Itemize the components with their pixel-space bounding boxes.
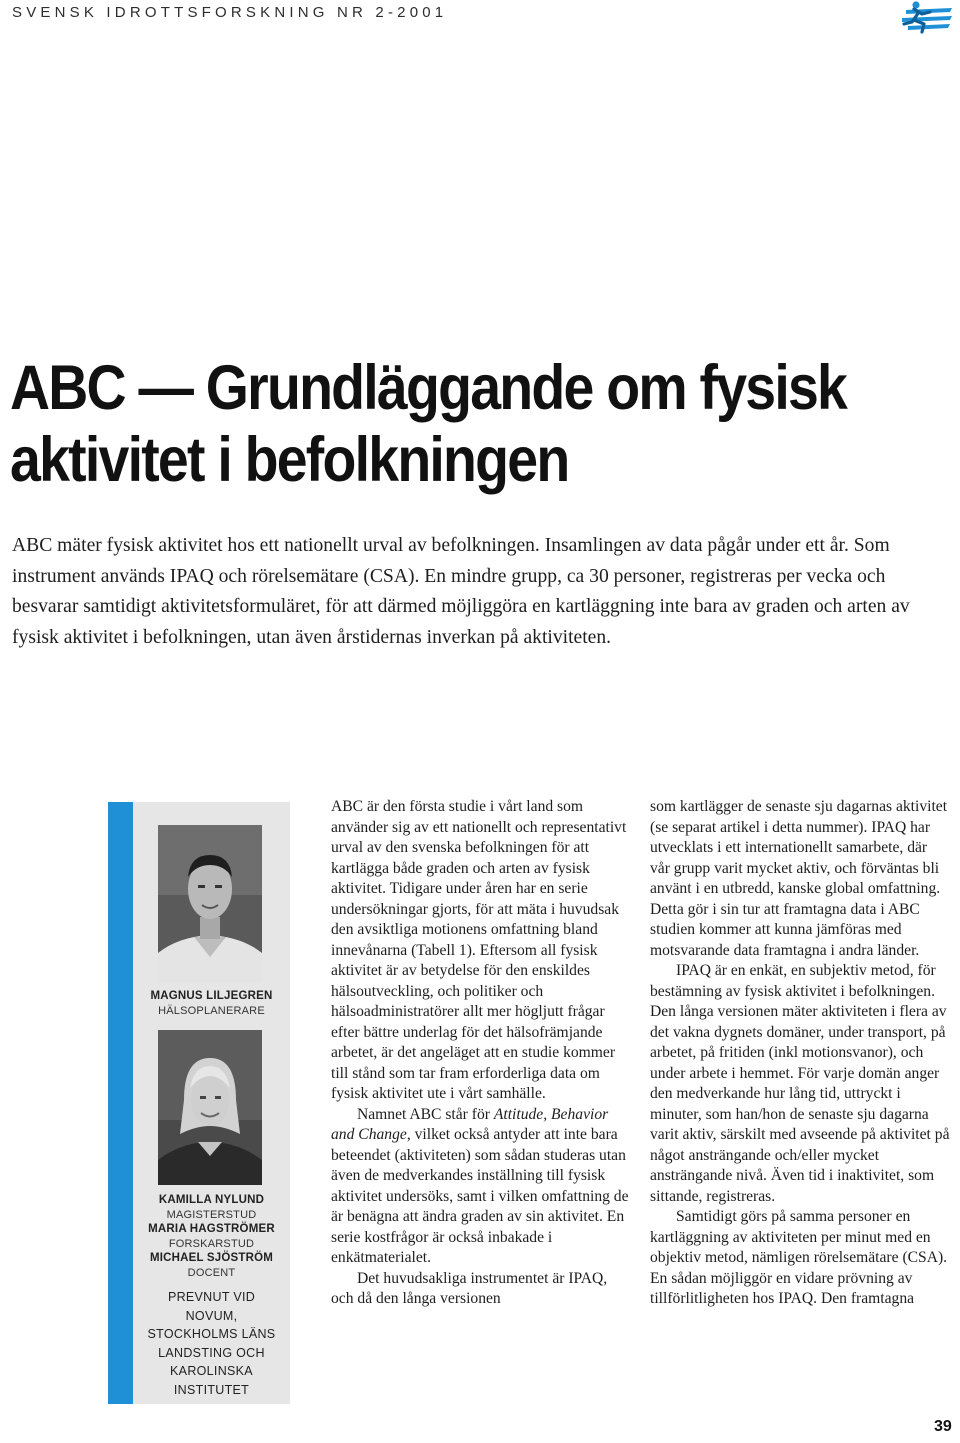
running-head: SVENSK IDROTTSFORSKNING NR 2-2001 <box>12 4 448 21</box>
affiliation-line: KAROLINSKA <box>170 1364 253 1378</box>
title-line-1: ABC — Grundläggande om fysisk <box>10 353 847 423</box>
body-paragraph: Det huvudsakliga instrumentet är IPAQ, och då den långa versionen <box>331 1269 608 1307</box>
affiliation-line: INSTITUTET <box>173 1382 250 1397</box>
author-role: DOCENT <box>187 1267 236 1279</box>
body-paragraph: ABC är den första studie i vårt land som använder sig av ett nationellt och representativt urval av den svenska befolkningen för att kartlägga både graden och arten av fysisk aktivitet. Tidigare under åren har en serie undersökningar gjorts, för att mäta i huvudsak den avsiktliga motionens omfattning bland innevånarna (Tabell 1). Eftersom all fysisk aktivitet är av betydelse för den enskildes hälsoutveckling, och politiker och hälsoadministratörer allt mer högljutt frågar efter bättre underlag för det hälsofrämjande arbetet, är det angeläget att en studie kommer till stånd som tar fram erforderliga data om fysisk aktivitet ute i vårt samhälle. <box>331 798 627 1102</box>
author-photo-nylund <box>158 1030 262 1185</box>
body-column-1 <box>331 797 631 1310</box>
author-role: HÄLSOPLANERARE <box>158 1005 265 1017</box>
runner-logo-icon <box>892 0 954 36</box>
page-number: 39 <box>934 1418 952 1435</box>
body-paragraph: Samtidigt görs på samma personer en kartläggning av aktiviteten per minut med en objektiv metod, nämligen rörelsemätare (CSA). En sådan möjliggör en vidare prövning av tillförlitligheten hos IPAQ. Den framtagna <box>650 1208 948 1307</box>
author-name: MAGNUS LILJEGREN <box>150 990 273 1002</box>
lead-paragraph: ABC mäter fysisk aktivitet hos ett nationellt urval av befolkningen. Insamlingen av data pågår under ett år. Som instrument används IPAQ och rörelsemätare (CSA). En mindre grupp, ca 30 personer, registreras per vecka och besvarar samtidigt aktivitetsformuläret, för att därmed möjliggöra en kartläggning inte bara av graden och arten av fysisk aktivitet i befolkningen, utan även årstidernas inverkan på aktiviteten. <box>12 535 910 648</box>
body-paragraph <box>331 1105 631 1269</box>
text-run: , vilket också antyder att inte bara beteendet (aktiviteten) som sådan studeras utan även de medverkandes inställning till fysisk aktivitet undersöks, samt i vilken omfattning de är benägna att ändra graden av sin aktivitet. En serie kostfrågor är också inbakade i enkätmaterialet. <box>331 1126 629 1266</box>
title-line-2: aktivitet i befolkningen <box>10 425 569 495</box>
author-credit-1 <box>133 989 290 1018</box>
article-title <box>10 352 847 496</box>
author-name: KAMILLA NYLUND <box>158 1194 265 1206</box>
body-paragraph: som kartlägger de senaste sju dagarnas aktivitet (se separat artikel i detta nummer). IPAQ har utvecklats i ett internationellt samarbete, där vår grupp varit mycket aktiv, och förväntas bli använt i en utbredd, kanske global omfattning. Detta gör i sin tur att framtagna data i ABC studien kommer att kunna jämföras med motsvarande data framtagna i andra länder. <box>650 798 948 959</box>
author-name: MARIA HAGSTRÖMER <box>148 1223 275 1235</box>
author-photo-liljegren <box>158 825 262 983</box>
author-role: FORSKARSTUD <box>168 1238 255 1250</box>
author-credits-2 <box>133 1193 290 1399</box>
affiliation-line: STOCKHOLMS LÄNS <box>147 1327 276 1341</box>
body-column-2 <box>650 797 950 1310</box>
italic-term: Attitude, Behavior and Change <box>331 1105 609 1143</box>
author-name: MICHAEL SJÖSTRÖM <box>149 1252 274 1264</box>
body-paragraph: IPAQ är en enkät, en subjektiv metod, för bestämning av fysisk aktivitet i befolkningen. Den långa versionen mäter aktiviteten i flera av det vakna dygnets domäner, under transport, på arbetet, på fritiden (inkl motionsvanor), och under arbete i hemmet. För varje domän anger den medverkande hur lång tid, uttryckt i minuter, som han/hon de senaste sju dagarna varit aktiv, särskilt med avseende på aktivitet på något ansträngande och/eller mycket ansträngande nivå. Även tid i inaktivitet, som sittande, registreras. <box>650 962 950 1205</box>
author-role: MAGISTERSTUD <box>166 1209 257 1221</box>
affiliation-line: NOVUM, <box>185 1308 238 1323</box>
affiliation-line: PREVNUT VID <box>167 1290 256 1304</box>
text-run: Namnet ABC står för <box>357 1105 494 1123</box>
affiliation-line: LANDSTING OCH <box>158 1345 265 1360</box>
